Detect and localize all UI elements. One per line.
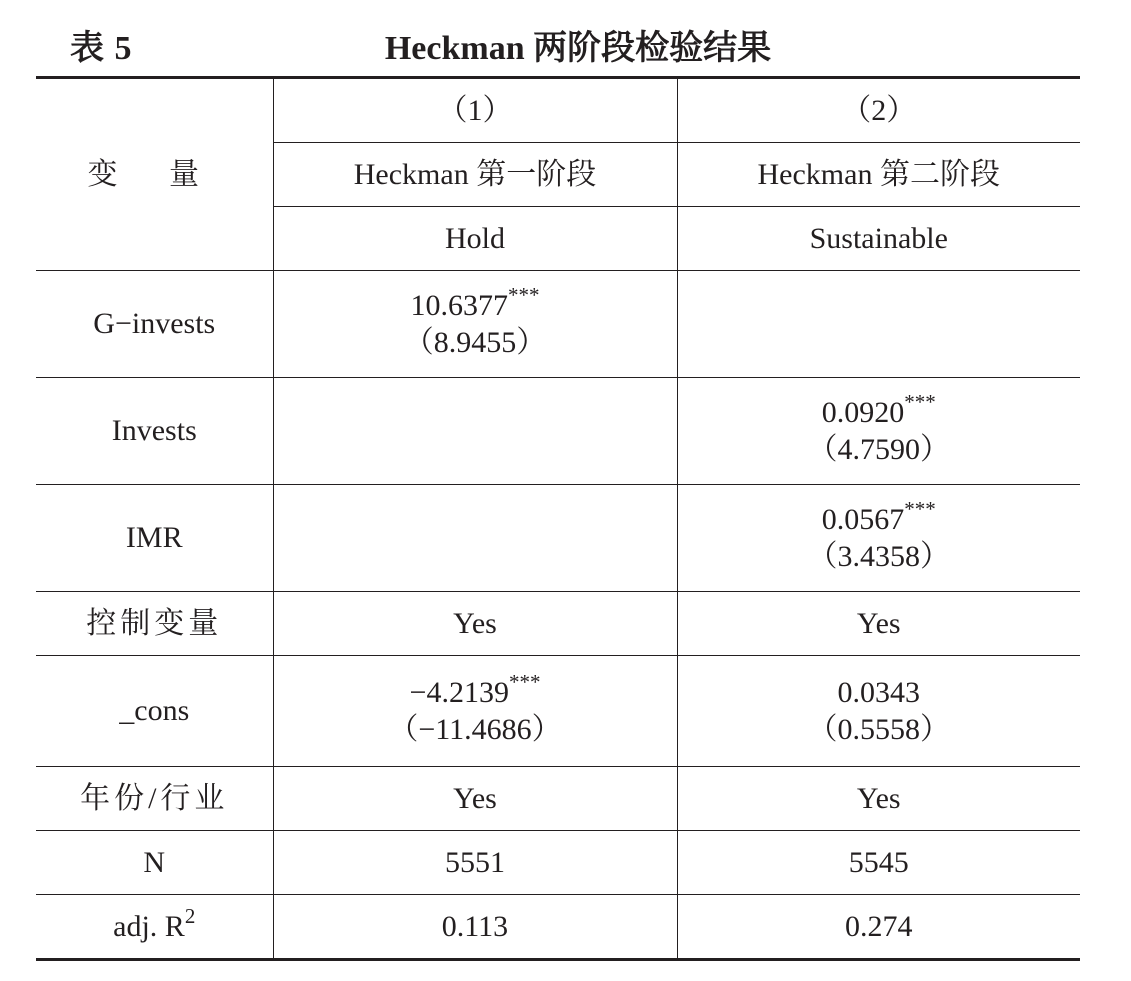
significance-stars: *** [904, 389, 936, 414]
table-row [36, 592, 1080, 656]
table-number: 表 5 [70, 30, 133, 67]
row-label-text: adj. R [113, 909, 185, 943]
row-label: G−invests [36, 271, 273, 378]
row-label [36, 895, 273, 960]
cell-col2: 5545 [677, 831, 1080, 895]
cell-col1 [273, 485, 677, 592]
table-title: Heckman 两阶段检验结果 [384, 30, 772, 67]
significance-stars: *** [904, 496, 936, 521]
coefficient: 10.6377 [410, 288, 508, 322]
t-statistic: （3.4358） [807, 540, 950, 573]
row-label: N [36, 831, 273, 895]
column-number-1: （1） [273, 78, 677, 143]
cell-col2 [677, 271, 1080, 378]
coefficient: −4.2139 [409, 675, 509, 709]
column-number-2: （2） [677, 78, 1080, 143]
t-statistic: （0.5558） [807, 713, 950, 746]
coefficient: 0.0343 [837, 675, 920, 709]
t-statistic: （8.9455） [403, 326, 547, 359]
cell-col1: 0.113 [273, 895, 677, 960]
column-dependent-1: Hold [273, 207, 677, 271]
coefficient: 0.0920 [821, 395, 905, 429]
regression-table [36, 76, 1080, 961]
variable-header: 变 量 [36, 78, 273, 271]
column-dependent-2: Sustainable [677, 207, 1080, 271]
table-caption [36, 14, 1080, 74]
cell-col2 [677, 378, 1080, 485]
cell-col2: 0.274 [677, 895, 1080, 960]
cell-col1 [273, 378, 677, 485]
cell-col1 [273, 271, 677, 378]
cell-col2 [677, 485, 1080, 592]
table-row [36, 831, 1080, 895]
cell-col1: Yes [273, 592, 677, 656]
cell-col2: Yes [677, 767, 1080, 831]
row-label: 控制变量 [36, 592, 273, 656]
t-statistic: （4.7590） [807, 433, 950, 466]
column-stage-1: Heckman 第一阶段 [273, 143, 677, 207]
cell-col1: Yes [273, 767, 677, 831]
row-label: _cons [36, 656, 273, 767]
row-label: 年份/行业 [36, 767, 273, 831]
table-row [36, 485, 1080, 592]
table-row [36, 767, 1080, 831]
table-row [36, 656, 1080, 767]
row-label: Invests [36, 378, 273, 485]
table-row [36, 378, 1080, 485]
coefficient: 0.0567 [821, 502, 905, 536]
column-stage-2: Heckman 第二阶段 [677, 143, 1080, 207]
cell-col1: 5551 [273, 831, 677, 895]
header-row-number [36, 78, 1080, 143]
t-statistic: （−11.4686） [388, 713, 562, 746]
cell-col2 [677, 656, 1080, 767]
cell-col2: Yes [677, 592, 1080, 656]
cell-col1 [273, 656, 677, 767]
superscript: 2 [184, 903, 196, 928]
significance-stars: *** [508, 669, 541, 694]
row-label: IMR [36, 485, 273, 592]
table-row [36, 895, 1080, 960]
table-row [36, 271, 1080, 378]
significance-stars: *** [508, 282, 540, 307]
